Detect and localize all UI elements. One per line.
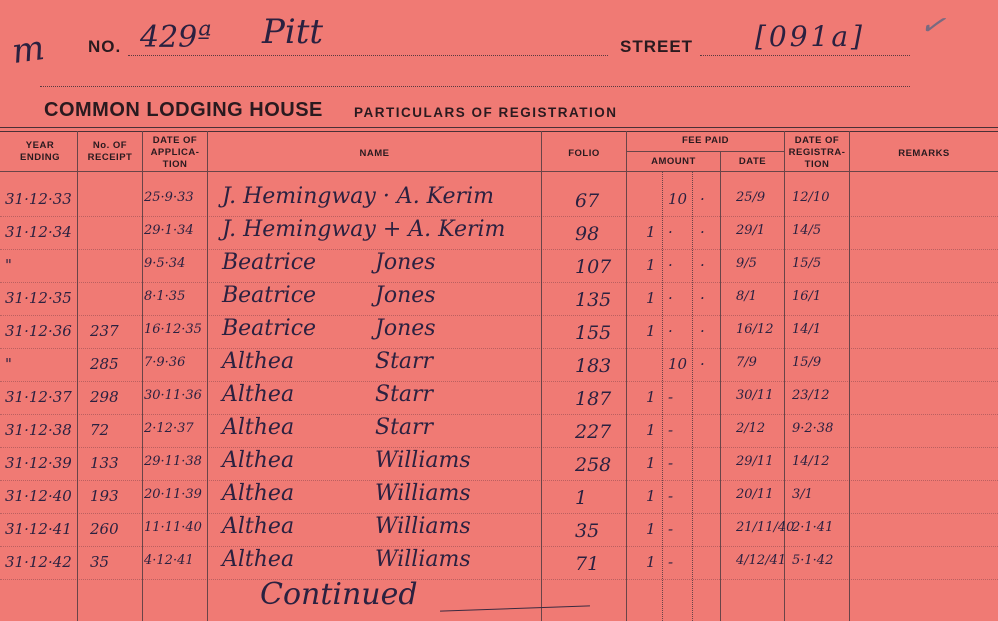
folio-cell: 135 xyxy=(575,289,612,311)
card-title: COMMON LODGING HOUSE xyxy=(44,99,323,121)
application-date-cell: 30·11·36 xyxy=(144,388,202,403)
registration-date-cell: 5·1·42 xyxy=(792,553,834,568)
number-label: NO. xyxy=(88,37,122,56)
receipt-number-cell: 193 xyxy=(90,487,119,505)
receipt-number-cell: 260 xyxy=(90,520,119,538)
street-label: STREET xyxy=(620,37,694,56)
application-date-cell: 16·12·35 xyxy=(144,322,202,337)
row-guide-line xyxy=(0,315,998,316)
application-date-cell: 2·12·37 xyxy=(144,421,194,436)
registration-number: 429ª xyxy=(140,20,212,55)
row-guide-line xyxy=(0,414,998,415)
header-name: NAME xyxy=(359,148,390,159)
folio-cell: 183 xyxy=(575,355,612,377)
surname-cell: Williams xyxy=(375,547,471,572)
row-guide-line xyxy=(0,381,998,382)
row-guide-line xyxy=(0,282,998,283)
year-ending-cell: 31·12·38 xyxy=(5,421,72,439)
registration-date-cell: 9·2·38 xyxy=(792,421,834,436)
registration-date-cell: 23/12 xyxy=(792,388,830,403)
receipt-number-cell: 72 xyxy=(90,421,110,439)
column-divider xyxy=(207,131,208,621)
row-guide-line xyxy=(0,348,998,349)
header-receipt-number: No. OF RECEIPT xyxy=(87,140,133,163)
header-remarks: REMARKS xyxy=(898,148,950,159)
surname-cell: Williams xyxy=(375,481,471,506)
folio-cell: 187 xyxy=(575,388,612,410)
year-ending-cell: 31·12·36 xyxy=(5,322,72,340)
year-ending-cell: 31·12·34 xyxy=(5,223,72,241)
amount-pounds-cell: 1 xyxy=(646,487,656,505)
registration-date-cell: 15/9 xyxy=(792,355,822,370)
fee-date-cell: 20/11 xyxy=(736,487,774,502)
row-guide-line xyxy=(0,447,998,448)
fee-date-cell: 29/11 xyxy=(736,454,774,469)
row-guide-line xyxy=(0,546,998,547)
header-folio: FOLIO xyxy=(568,148,600,159)
header-fee-paid: FEE PAID xyxy=(681,135,730,146)
name-cell: Althea xyxy=(222,481,295,506)
fee-date-cell: 16/12 xyxy=(736,322,774,337)
receipt-number-cell: 35 xyxy=(90,553,110,571)
amount-shillings-cell: · xyxy=(668,256,673,274)
column-divider xyxy=(849,131,850,621)
fee-date-cell: 9/5 xyxy=(736,256,757,271)
surname-cell: Starr xyxy=(375,382,434,407)
year-ending-cell: 31·12·37 xyxy=(5,388,72,406)
name-cell: J. Hemingway · A. Kerim xyxy=(222,184,494,209)
column-divider xyxy=(662,172,663,621)
name-cell: J. Hemingway + A. Kerim xyxy=(222,217,506,242)
receipt-number-cell: 237 xyxy=(90,322,119,340)
year-ending-cell: " xyxy=(5,355,12,373)
fee-paid-rule xyxy=(626,151,784,152)
surname-cell: Starr xyxy=(375,415,434,440)
amount-shillings-cell: - xyxy=(668,553,674,571)
application-date-cell: 8·1·35 xyxy=(144,289,186,304)
receipt-number-cell: 285 xyxy=(90,355,119,373)
fee-date-cell: 8/1 xyxy=(736,289,757,304)
registration-date-cell: 15/5 xyxy=(792,256,822,271)
surname-cell: Starr xyxy=(375,349,434,374)
surname-cell: Jones xyxy=(375,250,436,275)
name-cell: Althea xyxy=(222,349,295,374)
row-guide-line xyxy=(0,249,998,250)
amount-pounds-cell: 1 xyxy=(646,421,656,439)
folio-cell: 67 xyxy=(575,190,600,212)
header-year-ending: YEAR ENDING xyxy=(20,140,60,163)
reference-number: [091a] xyxy=(755,20,865,53)
fee-date-cell: 2/12 xyxy=(736,421,766,436)
registration-date-cell: 12/10 xyxy=(792,190,830,205)
amount-pounds-cell: 1 xyxy=(646,322,656,340)
application-date-cell: 25·9·33 xyxy=(144,190,194,205)
registration-date-cell: 14/12 xyxy=(792,454,830,469)
column-divider xyxy=(77,131,78,621)
dotted-line xyxy=(700,55,910,56)
registration-date-cell: 14/1 xyxy=(792,322,822,337)
amount-pence-cell: · xyxy=(700,322,705,340)
amount-pence-cell: · xyxy=(700,223,705,241)
amount-pounds-cell: 1 xyxy=(646,388,656,406)
handwritten-m-mark: m xyxy=(9,27,47,73)
amount-shillings-cell: · xyxy=(668,223,673,241)
registration-date-cell: 3/1 xyxy=(792,487,813,502)
check-mark-icon: ✓ xyxy=(917,6,948,45)
continued-note: Continued xyxy=(260,577,418,612)
amount-pence-cell: · xyxy=(700,190,705,208)
year-ending-cell: " xyxy=(5,256,12,274)
application-date-cell: 29·11·38 xyxy=(144,454,202,469)
amount-pence-cell: · xyxy=(700,256,705,274)
amount-shillings-cell: - xyxy=(668,388,674,406)
folio-cell: 98 xyxy=(575,223,600,245)
amount-pounds-cell: 1 xyxy=(646,223,656,241)
year-ending-cell: 31·12·39 xyxy=(5,454,72,472)
year-ending-cell: 31·12·42 xyxy=(5,553,72,571)
receipt-number-cell: 298 xyxy=(90,388,119,406)
header-date: DATE xyxy=(738,156,767,167)
header-application-date: DATE OF APPLICA- TION xyxy=(150,135,200,170)
surname-cell: Williams xyxy=(375,448,471,473)
folio-cell: 71 xyxy=(575,553,600,575)
fee-date-cell: 29/1 xyxy=(736,223,766,238)
name-cell: Althea xyxy=(222,382,295,407)
amount-shillings-cell: - xyxy=(668,421,674,439)
amount-pounds-cell: 1 xyxy=(646,553,656,571)
folio-cell: 227 xyxy=(575,421,612,443)
fee-date-cell: 7/9 xyxy=(736,355,757,370)
table-top-rule xyxy=(0,127,998,128)
row-guide-line xyxy=(0,579,998,580)
application-date-cell: 11·11·40 xyxy=(144,520,202,535)
registration-date-cell: 14/5 xyxy=(792,223,822,238)
year-ending-cell: 31·12·35 xyxy=(5,289,72,307)
name-cell: Beatrice xyxy=(222,316,317,341)
header-registration-date: DATE OF REGISTRA- TION xyxy=(788,135,846,170)
folio-cell: 107 xyxy=(575,256,612,278)
name-cell: Althea xyxy=(222,547,295,572)
amount-pence-cell: · xyxy=(700,355,705,373)
fee-date-cell: 30/11 xyxy=(736,388,774,403)
amount-pounds-cell: 1 xyxy=(646,520,656,538)
folio-cell: 1 xyxy=(575,487,588,509)
column-divider xyxy=(541,131,542,621)
registration-date-cell: 16/1 xyxy=(792,289,822,304)
fee-date-cell: 4/12/41 xyxy=(736,553,787,568)
application-date-cell: 9·5·34 xyxy=(144,256,186,271)
year-ending-cell: 31·12·33 xyxy=(5,190,72,208)
amount-shillings-cell: - xyxy=(668,487,674,505)
fee-date-cell: 25/9 xyxy=(736,190,766,205)
name-cell: Althea xyxy=(222,415,295,440)
registration-date-cell: 2·1·41 xyxy=(792,520,834,535)
amount-shillings-cell: · xyxy=(668,289,673,307)
street-name: Pitt xyxy=(262,12,324,52)
surname-cell: Jones xyxy=(375,283,436,308)
row-guide-line xyxy=(0,513,998,514)
dotted-line xyxy=(128,55,608,56)
surname-cell: Jones xyxy=(375,316,436,341)
column-divider xyxy=(784,131,785,621)
amount-pounds-cell: 1 xyxy=(646,256,656,274)
dotted-line xyxy=(40,86,910,87)
amount-shillings-cell: - xyxy=(668,520,674,538)
column-divider xyxy=(720,151,721,621)
amount-shillings-cell: 10 xyxy=(668,355,688,373)
application-date-cell: 20·11·39 xyxy=(144,487,202,502)
receipt-number-cell: 133 xyxy=(90,454,119,472)
year-ending-cell: 31·12·41 xyxy=(5,520,72,538)
amount-shillings-cell: - xyxy=(668,454,674,472)
surname-cell: Williams xyxy=(375,514,471,539)
continued-underline xyxy=(440,605,590,611)
fee-date-cell: 21/11/40 xyxy=(736,520,795,535)
application-date-cell: 4·12·41 xyxy=(144,553,194,568)
column-divider xyxy=(692,172,693,621)
folio-cell: 155 xyxy=(575,322,612,344)
name-cell: Althea xyxy=(222,514,295,539)
year-ending-cell: 31·12·40 xyxy=(5,487,72,505)
card-subtitle: PARTICULARS OF REGISTRATION xyxy=(354,105,618,120)
column-divider xyxy=(626,131,627,621)
column-divider xyxy=(142,131,143,621)
amount-pence-cell: · xyxy=(700,289,705,307)
name-cell: Beatrice xyxy=(222,250,317,275)
application-date-cell: 7·9·36 xyxy=(144,355,186,370)
name-cell: Althea xyxy=(222,448,295,473)
folio-cell: 35 xyxy=(575,520,600,542)
amount-pounds-cell: 1 xyxy=(646,289,656,307)
folio-cell: 258 xyxy=(575,454,612,476)
application-date-cell: 29·1·34 xyxy=(144,223,194,238)
amount-shillings-cell: · xyxy=(668,322,673,340)
amount-pounds-cell: 1 xyxy=(646,454,656,472)
name-cell: Beatrice xyxy=(222,283,317,308)
amount-shillings-cell: 10 xyxy=(668,190,688,208)
header-amount: AMOUNT xyxy=(651,156,696,167)
row-guide-line xyxy=(0,480,998,481)
